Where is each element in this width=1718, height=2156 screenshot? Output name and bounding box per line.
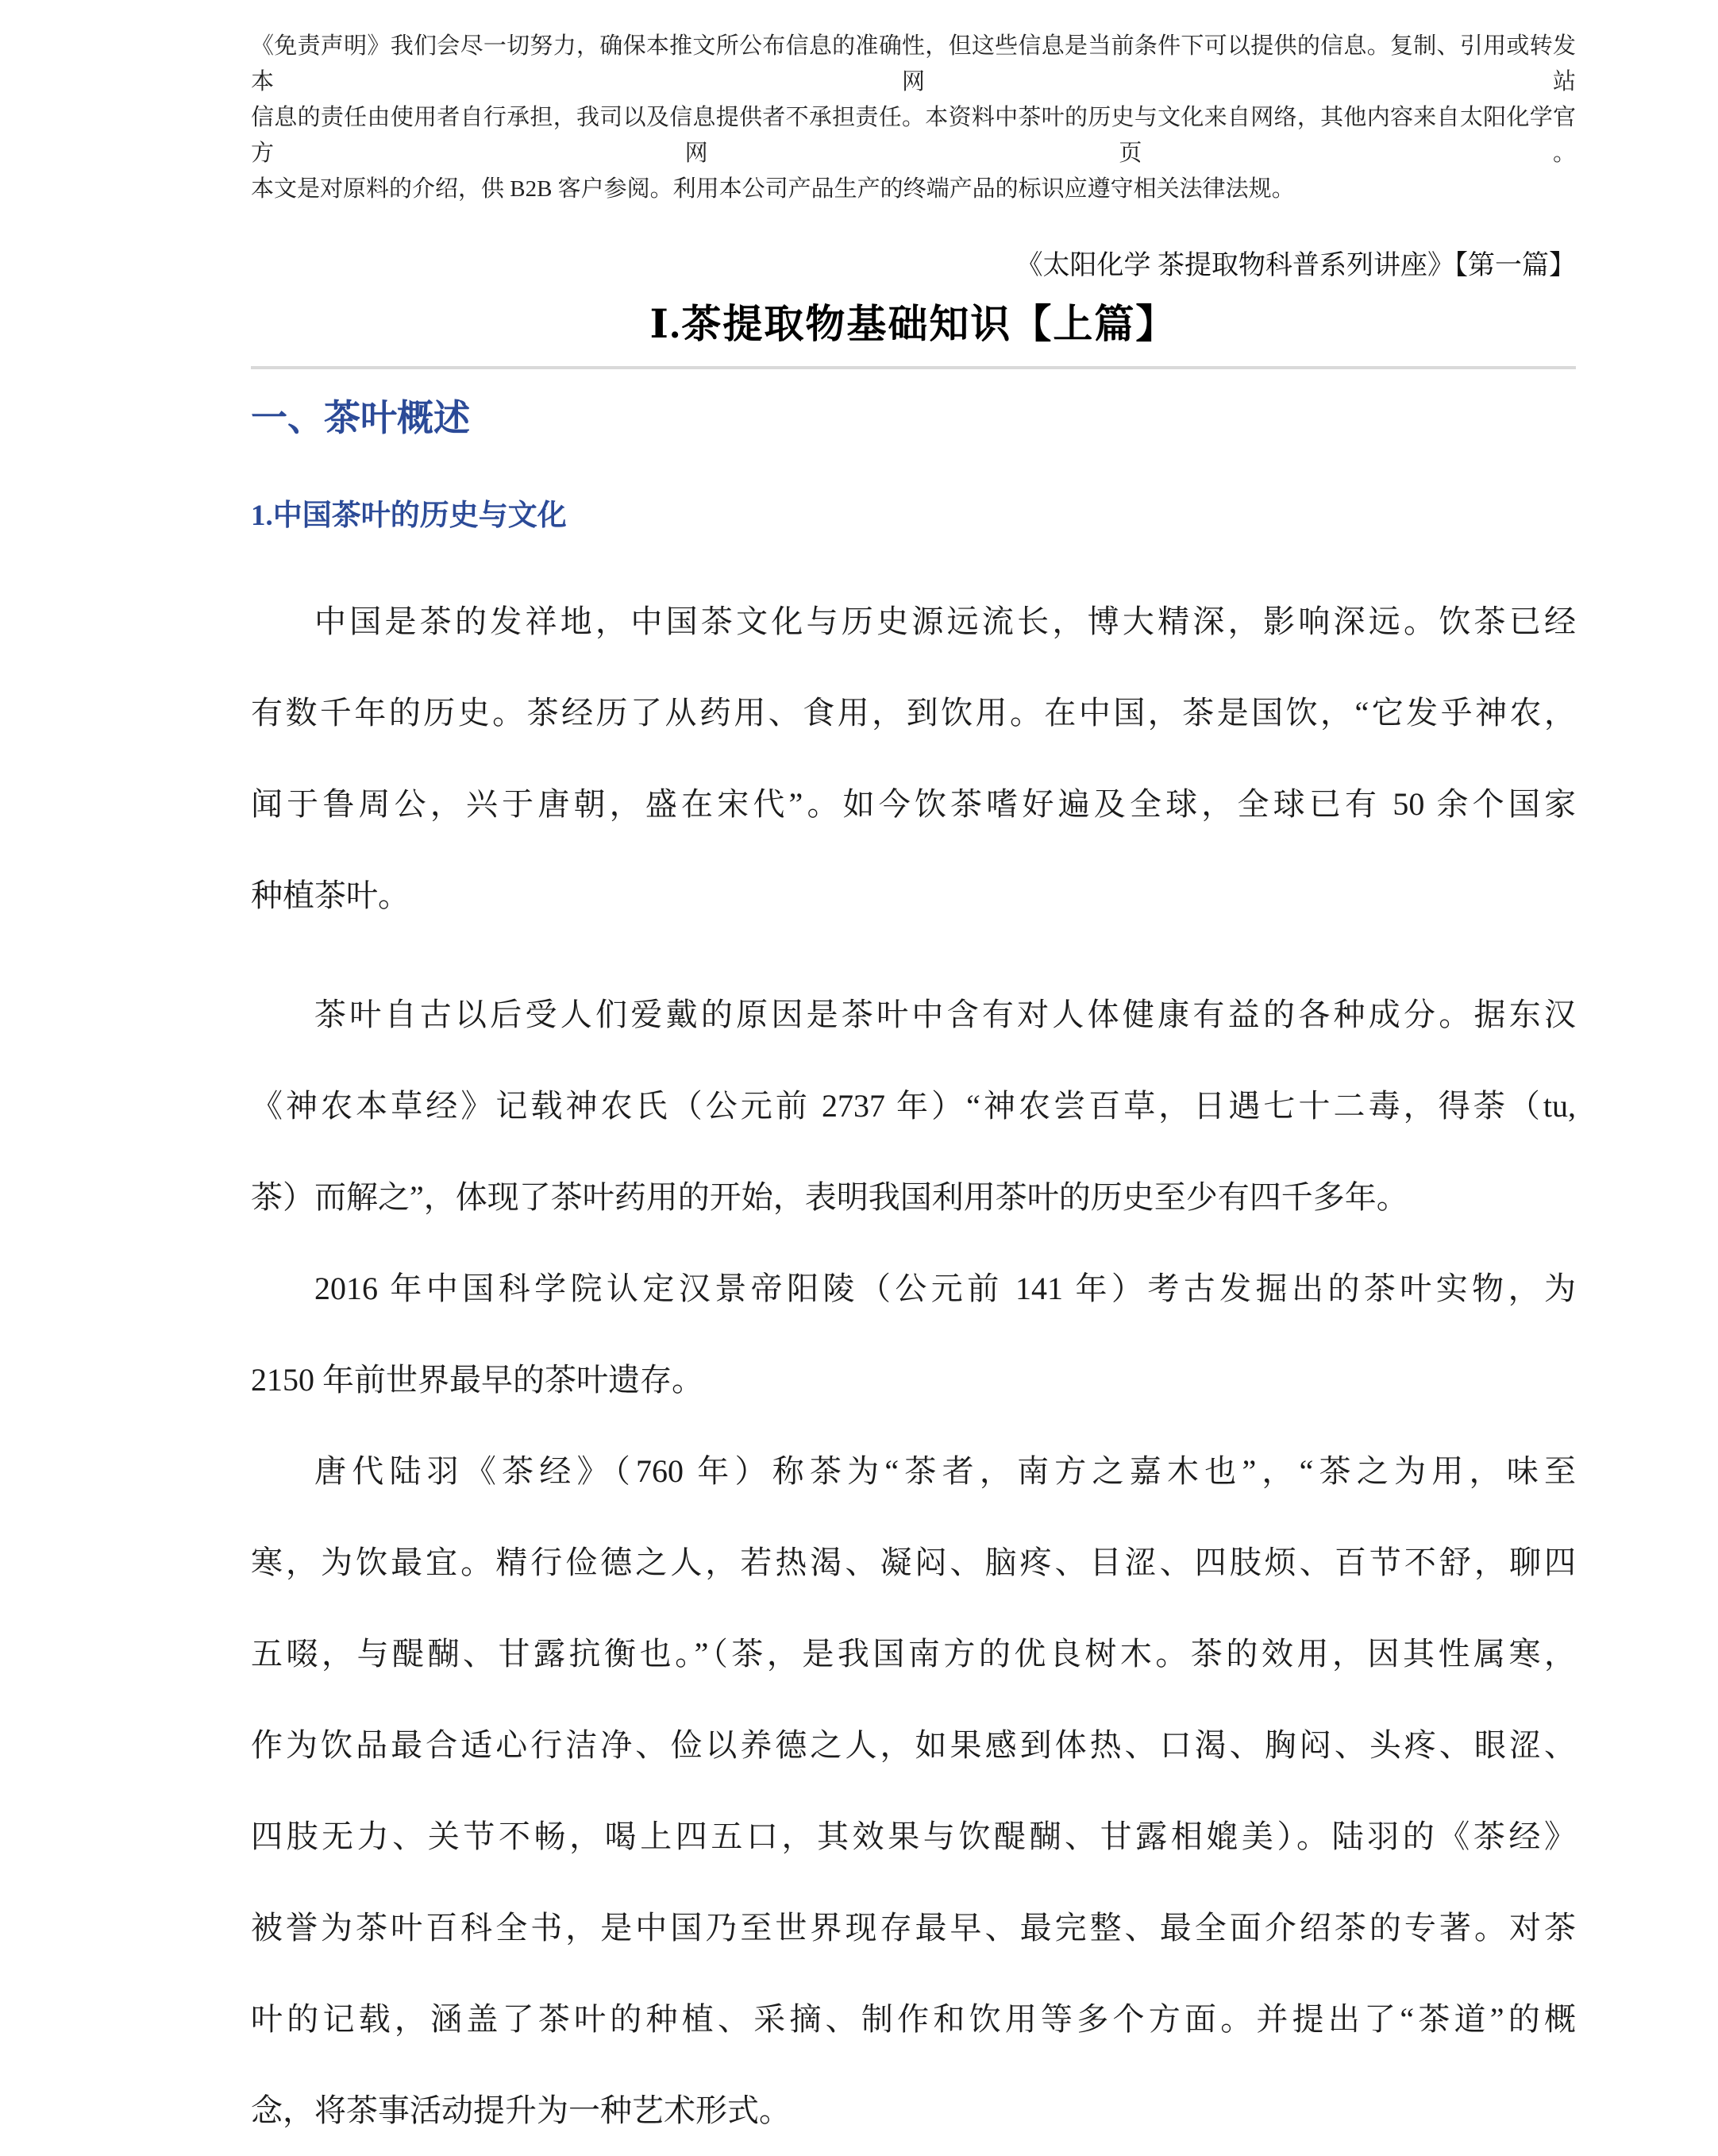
body-line: 茶）而解之”，体现了茶叶药用的开始，表明我国利用茶叶的历史至少有四千多年。: [251, 1179, 1408, 1215]
paragraph: [251, 1425, 1576, 2156]
body-line: 闻于鲁周公，兴于唐朝，盛在宋代”。如今饮茶嗜好遍及全球，全球已有 50 余个国家: [251, 786, 1576, 822]
document-content: [251, 0, 1576, 2156]
body-line: 叶的记载，涵盖了茶叶的种植、采摘、制作和饮用等多个方面。并提出了“茶道”的概: [251, 2001, 1576, 2037]
paragraph: [251, 576, 1576, 941]
body-line: 2150 年前世界最早的茶叶遗存。: [251, 1362, 703, 1398]
body-line: 唐代陆羽《茶经》（760 年）称茶为“茶者，南方之嘉木也”，“茶之为用，味至: [314, 1453, 1576, 1489]
paragraph: [251, 1243, 1576, 1425]
body-line: 《神农本草经》记载神农氏（公元前 2737 年）“神农尝百草，日遇七十二毒，得荼（tu,: [251, 1088, 1576, 1124]
body-line: 四肢无力、关节不畅，喝上四五口，其效果与饮醍醐、甘露相媲美）。陆羽的《茶经》: [251, 1819, 1576, 1854]
body-line: 茶叶自古以后受人们爱戴的原因是茶叶中含有对人体健康有益的各种成分。据东汉: [314, 997, 1576, 1032]
document-title: Ⅰ.茶提取物基础知识【上篇】: [649, 302, 1177, 346]
disclaimer-paragraph: [251, 29, 1576, 207]
paragraph: [251, 969, 1576, 1243]
body-line: 中国是茶的发祥地，中国茶文化与历史源远流长，博大精深，影响深远。饮茶已经: [314, 604, 1576, 639]
series-caption: 《太阳化学 茶提取物科普系列讲座》【第一篇】: [1015, 251, 1576, 280]
subsection-heading: 1.中国茶叶的历史与文化: [251, 499, 567, 532]
section-heading: 一、茶叶概述: [251, 398, 470, 438]
body-line: 被誉为茶叶百科全书，是中国乃至世界现存最早、最完整、最全面介绍茶的专著。对茶: [251, 1910, 1576, 1946]
disclaimer-line: 《免责声明》我们会尽一切努力，确保本推文所公布信息的准确性，但这些信息是当前条件下可以提供的信息。复制、引用或转发本网站: [251, 33, 1576, 94]
title-divider: [251, 366, 1576, 369]
body-line: 寒，为饮最宜。精行俭德之人，若热渴、凝闷、脑疼、目涩、四肢烦、百节不舒，聊四: [251, 1545, 1576, 1580]
disclaimer-line: 信息的责任由使用者自行承担，我司以及信息提供者不承担责任。本资料中茶叶的历史与文化来自网络，其他内容来自太阳化学官方网页。: [251, 105, 1576, 166]
disclaimer-line: 本文是对原料的介绍，供 B2B 客户参阅。利用本公司产品生产的终端产品的标识应遵守相关法律法规。: [251, 176, 1295, 202]
body-line: 2016 年中国科学院认定汉景帝阳陵（公元前 141 年）考古发掘出的茶叶实物，为: [314, 1271, 1576, 1306]
body-line: 作为饮品最合适心行洁净、俭以养德之人，如果感到体热、口渴、胸闷、头疼、眼涩、: [251, 1727, 1576, 1763]
body-line: 念，将茶事活动提升为一种艺术形式。: [251, 2092, 791, 2128]
body-line: 种植茶叶。: [251, 877, 410, 913]
body-line: 五啜，与醍醐、甘露抗衡也。”（茶，是我国南方的优良树木。茶的效用，因其性属寒，: [251, 1636, 1576, 1672]
body-line: 有数千年的历史。茶经历了从药用、食用，到饮用。在中国，茶是国饮，“它发乎神农，: [251, 695, 1576, 731]
